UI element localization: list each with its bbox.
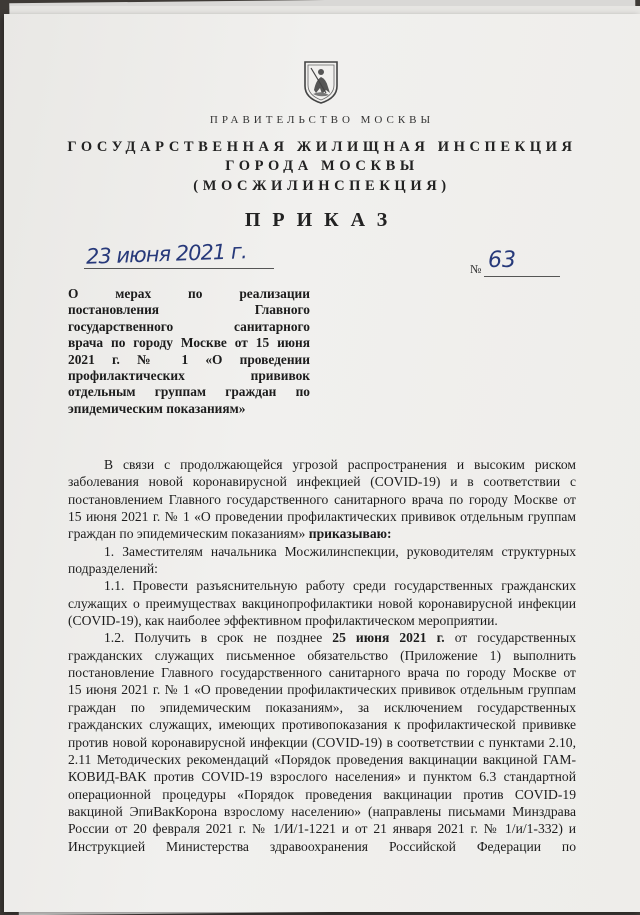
number-underline: [484, 276, 560, 277]
body-line: 15 июня 2021 г. № 1 «О проведении профилактических прививок отдельным группам: [68, 682, 576, 698]
body-line: гражданских служащих письменное обязательство (Приложение 1) выполнить: [68, 647, 576, 663]
government-name: ПРАВИТЕЛЬСТВО МОСКВЫ: [209, 114, 435, 126]
body-line: Инструкцией Министерства здравоохранения Российской Федерации по: [68, 838, 576, 854]
body-line: В связи с продолжающейся угрозой распространения и высоким риском: [104, 457, 576, 472]
handwritten-number: 63: [488, 248, 516, 273]
body-line: гражданских служащих, имеющих противопоказания к профилактической прививке: [68, 717, 576, 733]
date-underline: [84, 268, 274, 269]
organization-name-line-1: ГОСУДАРСТВЕННАЯ ЖИЛИЩНАЯ ИНСПЕКЦИЯ: [67, 139, 577, 155]
body-line: (COVID-19), как наиболее эффективном профилактическом мероприятии.: [68, 613, 498, 629]
body-line: КОВИД-ВАК против COVID-19 взрослого населения» и пунктом 6.3 стандартной: [68, 769, 576, 785]
subject-line: профилактических прививок: [68, 368, 310, 384]
order-body: [68, 456, 576, 855]
body-line: граждан по эпидемическим показаниям» приказываю:: [68, 526, 392, 542]
body-line: 1.1. Провести разъяснительную работу среди государственных гражданских: [104, 578, 576, 594]
subject-line: государственного санитарного: [68, 318, 310, 334]
body-line: граждан по эпидемическим показаниям», за исключением государственных: [68, 699, 576, 715]
document-page: [4, 14, 640, 912]
body-line: 1. Заместителям начальника Мосжилинспекции, руководителям структурных: [104, 543, 576, 559]
body-line: 1.2. Получить в срок не позднее 25 июня 2021 г. от государственных: [104, 630, 577, 646]
order-subject: [68, 286, 310, 417]
handwritten-date: 23 июня 2021 г.: [85, 239, 247, 269]
deadline-date: 25 июня 2021 г.: [332, 630, 445, 646]
subject-line: постановления Главного: [68, 302, 310, 318]
body-line: служащих о преимуществах вакцинопрофилактики новой коронавирусной инфекции: [68, 595, 576, 611]
subject-line: отдельным группам граждан по: [68, 384, 310, 400]
subject-line: 2021 г. № 1 «О проведении: [68, 351, 310, 367]
body-line: 15 июня 2021 г. № 1 «О проведении профилактических прививок отдельным группам: [68, 509, 576, 525]
subject-line: врача по городу Москве от 15 июня: [68, 335, 310, 351]
document-type-title: ПРИКАЗ: [244, 209, 400, 231]
subject-line: О мерах по реализации: [68, 286, 310, 301]
organization-name-line-2: ГОРОДА МОСКВЫ: [225, 158, 419, 174]
body-line: постановлением Главного государственного санитарного врача по городу Москве от: [68, 491, 576, 507]
subject-line: эпидемическим показаниям»: [68, 400, 246, 416]
body-line: операционной процедуры «Порядок проведения вакцинации против COVID-19: [68, 786, 576, 802]
body-line: постановление Главного государственного санитарного врача по городу Москве от: [68, 665, 576, 681]
body-line: 2.11 Методических рекомендаций «Порядок проведения вакцинации вакциной ГАМ-: [68, 751, 576, 767]
number-sign: №: [470, 262, 482, 276]
body-line: против новой коронавирусной инфекции (COVID-19) в соответствии с пунктами 2.10,: [68, 734, 576, 750]
moscow-coat-of-arms-icon: [302, 60, 340, 104]
body-line: подразделений:: [68, 561, 158, 577]
order-keyword: приказываю:: [308, 526, 392, 542]
body-line: России от 20 февраля 2021 г. № 1/И/1-1221 и от 21 января 2021 г. № 1/и/1-332) и: [68, 821, 576, 837]
body-line: заболевания новой коронавирусной инфекцией (COVID-19) и в соответствии с: [68, 474, 576, 490]
organization-abbreviation: (МОСЖИЛИНСПЕКЦИЯ): [193, 178, 451, 194]
body-line: вакциной ЭпиВакКорона взрослому населению» (направлены письмами Минздрава: [68, 803, 576, 819]
